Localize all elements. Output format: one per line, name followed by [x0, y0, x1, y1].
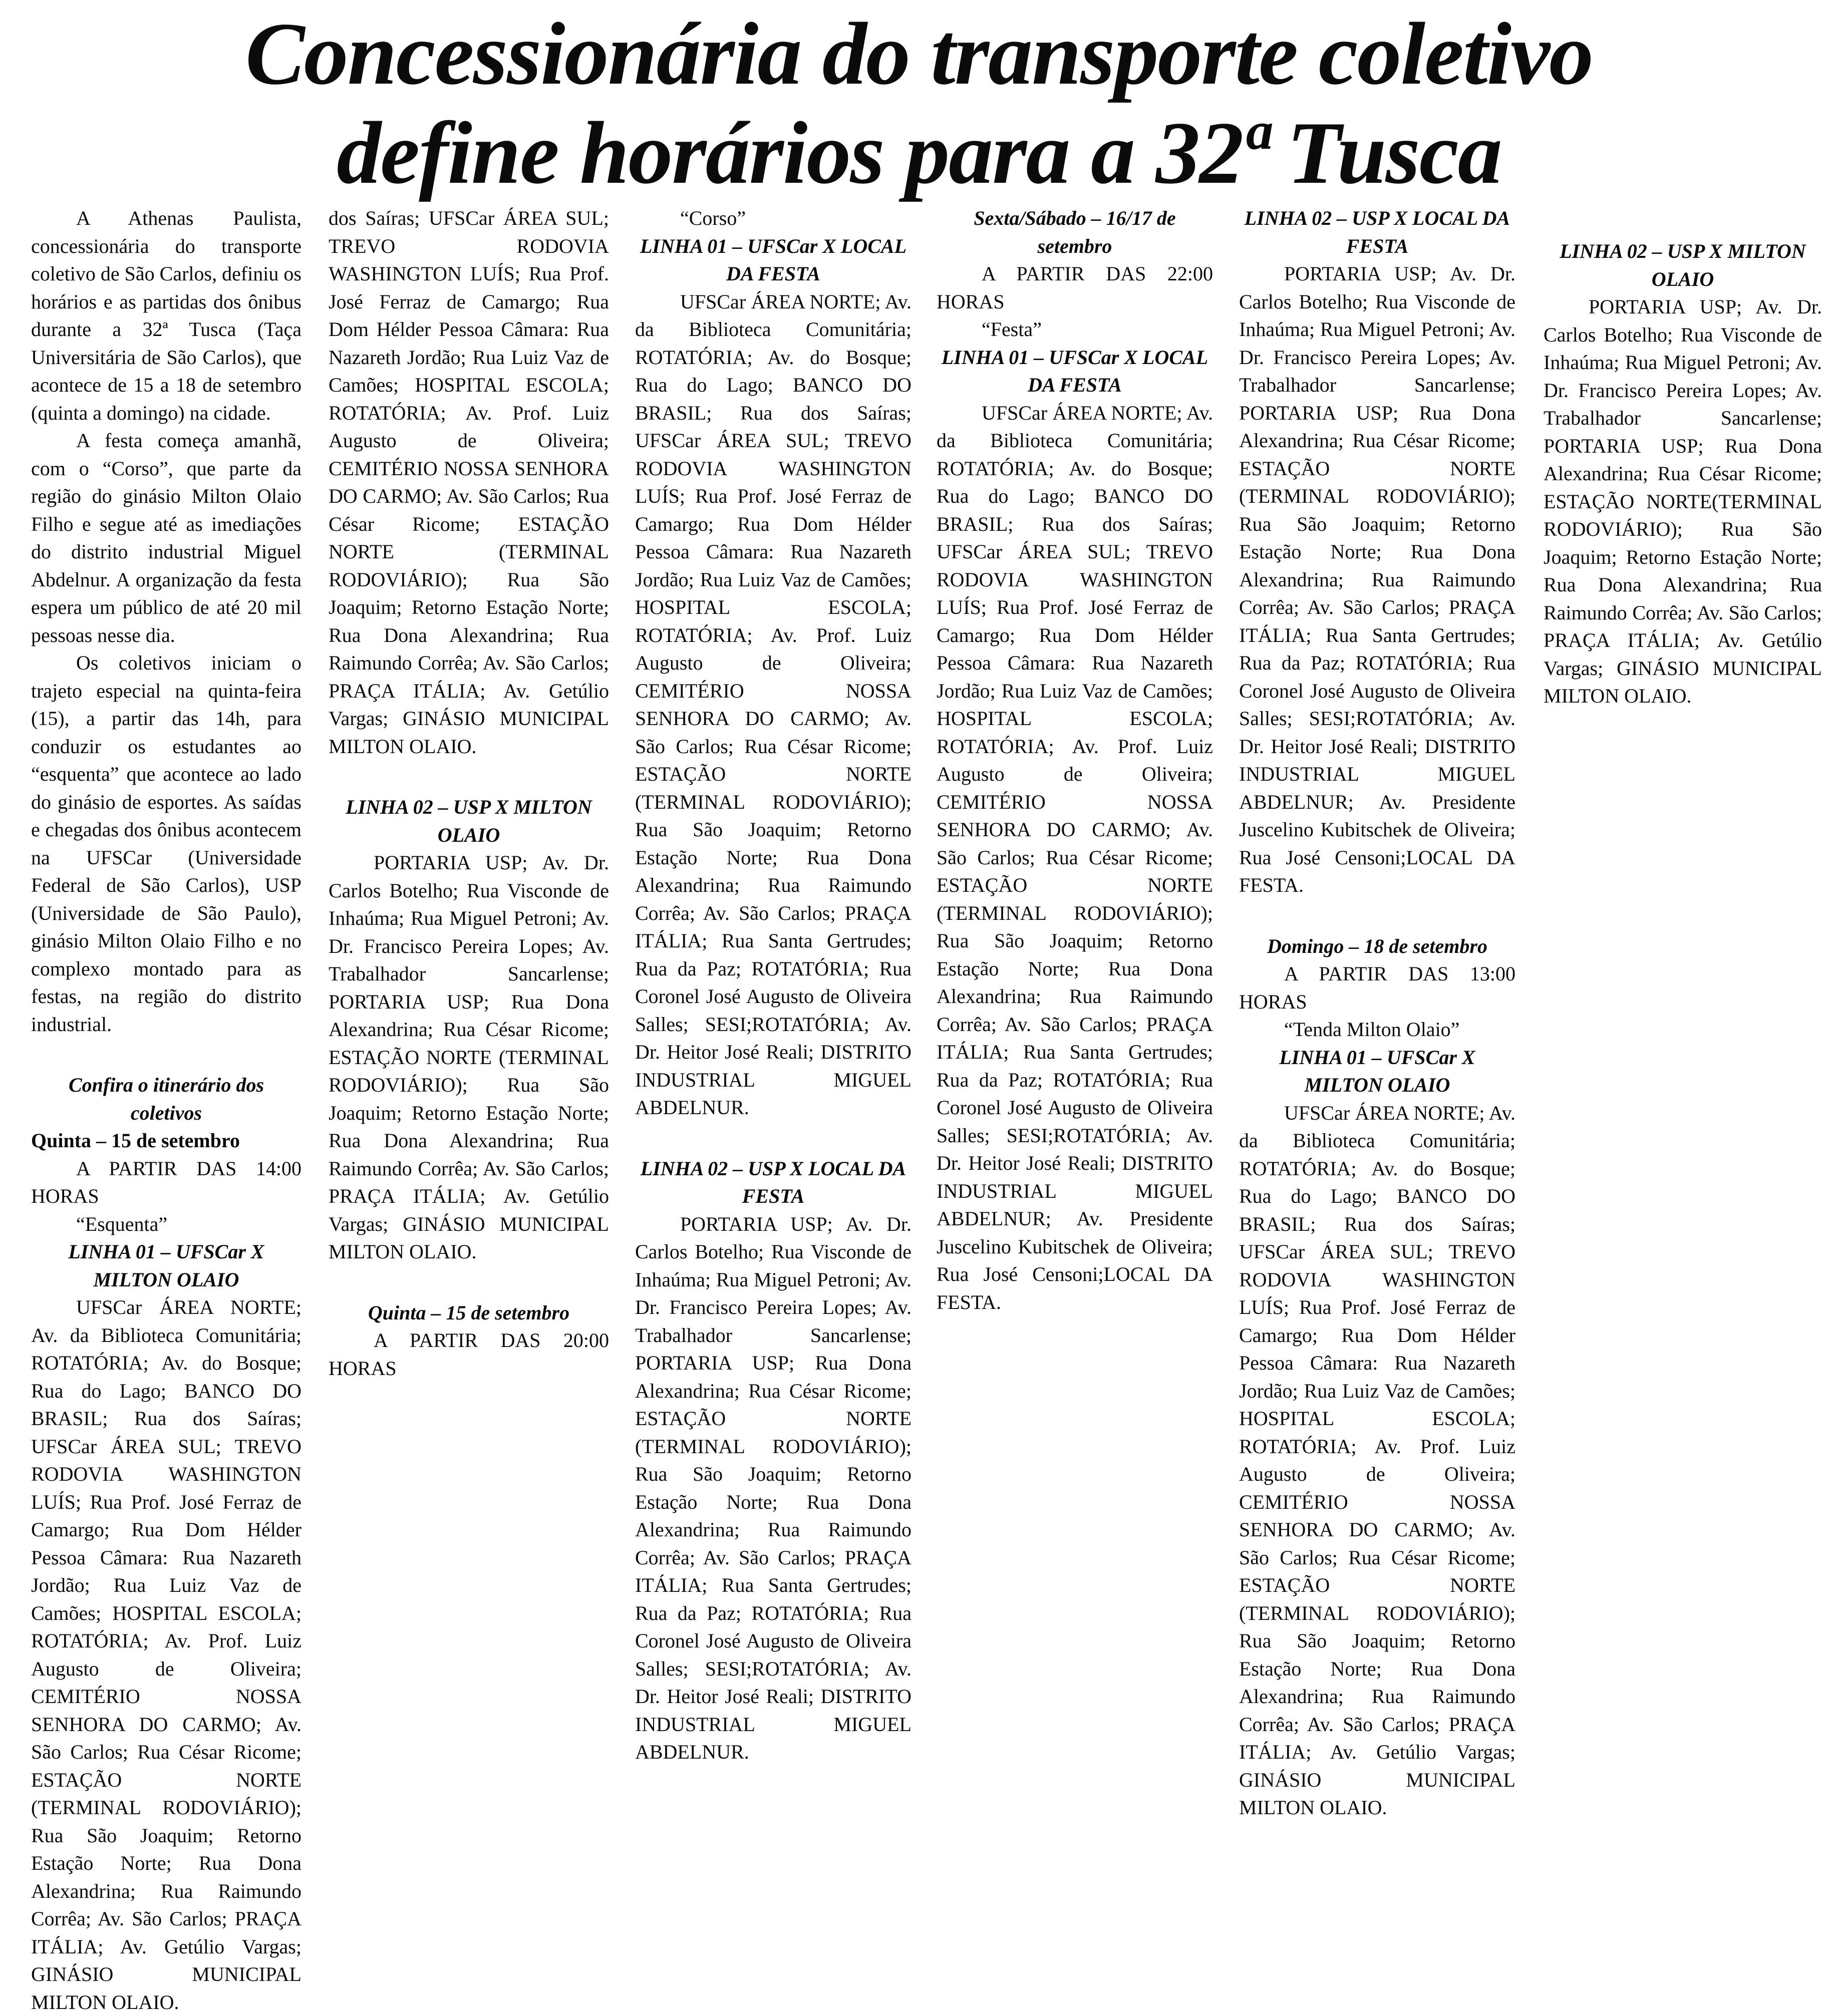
route-text: UFSCar ÁREA NORTE; Av. da Biblioteca Comunitária; ROTATÓRIA; Av. do Bosque; Rua do Lago; BANCO DO BRASIL; Rua dos Saíras; UFSCar ÁREA SUL; TREVO RODOVIA WASHINGTON LUÍS; Rua Prof. José Ferraz de Camargo; Rua Dom Hélder Pessoa Câmara: Rua Nazareth Jordão; Rua Luiz Vaz de Camões; HOSPITAL ESCOLA; ROTATÓRIA; Av. Prof. Luiz Augusto de Oliveira; CEMITÉRIO NOSSA SENHORA DO CARMO; Av. São Carlos; Rua César Ricome; ESTAÇÃO NORTE (TERMINAL RODOVIÁRIO); Rua São Joaquim; Retorno Estação Norte; Rua Dona Alexandrina; Rua Raimundo Corrêa; Av. São Carlos; PRAÇA ITÁLIA; Av. Getúlio Vargas; GINÁSIO MUNICIPAL MILTON OLAIO.: [1239, 1101, 1515, 1819]
spacer: [329, 760, 609, 793]
intro-paragraph-3: Os coletivos iniciam o trajeto especial na quinta-feira (15), a partir das 14h, para conduzir os estudantes ao “esquenta” que acontece ao lado do ginásio de esportes. As saídas e chegadas dos ônibus acontecem na UFSCar (Universidade Federal de São Carlos), USP (Universidade de São Paulo), ginásio Milton Olaio Filho e no complexo montado para as festas, na região do distrito industrial.: [31, 651, 301, 1036]
line-heading: LINHA 02 – USP X MILTON OLAIO: [346, 796, 592, 846]
headline-line-2: define horários para a 32ª Tusca: [337, 103, 1501, 202]
column-6: [1544, 204, 1822, 1494]
itinerary-heading: Confira o itinerário dos coletivos: [68, 1074, 264, 1124]
time-text: A PARTIR DAS 20:00 HORAS: [329, 1329, 609, 1380]
route-text: PORTARIA USP; Av. Dr. Carlos Botelho; Rua Visconde de Inhaúma; Rua Miguel Petroni; Av. Dr. Francisco Pereira Lopes; Av. Trabalhador Sancarlense; PORTARIA USP; Rua Dona Alexandrina; Rua César Ricome; ESTAÇÃO NORTE(TERMINAL RODOVIÁRIO); Rua São Joaquim; Retorno Estação Norte; Rua Dona Alexandrina; Rua Raimundo Corrêa; Av. São Carlos; PRAÇA ITÁLIA; Av. Getúlio Vargas; GINÁSIO MUNICIPAL MILTON OLAIO.: [1544, 295, 1822, 707]
day-heading: Domingo – 18 de setembro: [1267, 934, 1487, 957]
line-heading: LINHA 01 – UFSCar X LOCAL DA FESTA: [640, 234, 907, 285]
line-heading: LINHA 01 – UFSCar X MILTON OLAIO: [68, 1240, 264, 1291]
time-text: A PARTIR DAS 22:00 HORAS: [937, 262, 1213, 313]
route-text: PORTARIA USP; Av. Dr. Carlos Botelho; Rua Visconde de Inhaúma; Rua Miguel Petroni; Av. Dr. Francisco Pereira Lopes; Av. Trabalhador Sancarlense; PORTARIA USP; Rua Dona Alexandrina; Rua César Ricome; ESTAÇÃO NORTE (TERMINAL RODOVIÁRIO); Rua São Joaquim; Retorno Estação Norte; Rua Dona Alexandrina; Rua Raimundo Corrêa; Av. São Carlos; PRAÇA ITÁLIA; Rua Santa Gertrudes; Rua da Paz; ROTATÓRIA; Rua Coronel José Augusto de Oliveira Salles; SESI;ROTATÓRIA; Av. Dr. Heitor José Reali; DISTRITO INDUSTRIAL MIGUEL ABDELNUR; Av. Presidente Juscelino Kubitschek de Oliveira; Rua José Censoni;LOCAL DA FESTA.: [1239, 262, 1515, 896]
intro-paragraph-1: A Athenas Paulista, concessionária do transporte coletivo de São Carlos, definiu os horários e as partidas dos ônibus durante a 32ª Tusca (Taça Universitária de São Carlos), que acontece de 15 a 18 de setembro (quinta a domingo) na cidade.: [31, 207, 301, 424]
route-text: PORTARIA USP; Av. Dr. Carlos Botelho; Rua Visconde de Inhaúma; Rua Miguel Petroni; Av. Dr. Francisco Pereira Lopes; Av. Trabalhador Sancarlense; PORTARIA USP; Rua Dona Alexandrina; Rua César Ricome; ESTAÇÃO NORTE (TERMINAL RODOVIÁRIO); Rua São Joaquim; Retorno Estação Norte; Rua Dona Alexandrina; Rua Raimundo Corrêa; Av. São Carlos; PRAÇA ITÁLIA; Rua Santa Gertrudes; Rua da Paz; ROTATÓRIA; Rua Coronel José Augusto de Oliveira Salles; SESI;ROTATÓRIA; Av. Dr. Heitor José Reali; DISTRITO INDUSTRIAL MIGUEL ABDELNUR.: [635, 1212, 911, 1763]
headline: [20, 4, 1818, 202]
route-text: UFSCar ÁREA NORTE; Av. da Biblioteca Comunitária; ROTATÓRIA; Av. do Bosque; Rua do Lago; BANCO DO BRASIL; Rua dos Saíras; UFSCar ÁREA SUL; TREVO RODOVIA WASHINGTON LUÍS; Rua Prof. José Ferraz de Camargo; Rua Dom Hélder Pessoa Câmara: Rua Nazareth Jordão; Rua Luiz Vaz de Camões; HOSPITAL ESCOLA; ROTATÓRIA; Av. Prof. Luiz Augusto de Oliveira; CEMITÉRIO NOSSA SENHORA DO CARMO; Av. São Carlos; Rua César Ricome; ESTAÇÃO NORTE (TERMINAL RODOVIÁRIO); Rua São Joaquim; Retorno Estação Norte; Rua Dona Alexandrina; Rua Raimundo Corrêa; Av. São Carlos; PRAÇA ITÁLIA; Av. Getúlio Vargas; GINÁSIO MUNICIPAL MILTON OLAIO.: [31, 1296, 301, 2013]
event-name: “Esquenta”: [76, 1212, 168, 1235]
column-4: [937, 204, 1213, 1494]
day-heading: Sexta/Sábado – 16/17 de setembro: [974, 207, 1176, 257]
intro-paragraph-2: A festa começa amanhã, com o “Corso”, que parte da região do ginásio Milton Olaio Filho e segue até as imediações do distrito industrial Miguel Abdelnur. A organização da festa espera um público de até 20 mil pessoas nesse dia.: [31, 429, 301, 646]
spacer: [1544, 204, 1822, 237]
line-heading: LINHA 02 – USP X LOCAL DA FESTA: [1244, 207, 1510, 257]
line-heading: LINHA 02 – USP X LOCAL DA FESTA: [640, 1157, 906, 1207]
event-name: “Festa”: [982, 318, 1042, 341]
time-text: A PARTIR DAS 13:00 HORAS: [1239, 962, 1515, 1013]
day-heading: Quinta – 15 de setembro: [368, 1301, 570, 1324]
column-2-content: [329, 204, 609, 1494]
line-heading: LINHA 02 – USP X MILTON OLAIO: [1560, 240, 1806, 290]
line-heading: LINHA 01 – UFSCar X LOCAL DA FESTA: [941, 346, 1208, 396]
headline-line-1: Concessionária do transporte coletivo: [245, 4, 1593, 103]
route-continuation: [329, 204, 609, 760]
spacer: [635, 1122, 911, 1155]
route-text: PORTARIA USP; Av. Dr. Carlos Botelho; Rua Visconde de Inhaúma; Rua Miguel Petroni; Av. Dr. Francisco Pereira Lopes; Av. Trabalhador Sancarlense; PORTARIA USP; Rua Dona Alexandrina; Rua César Ricome; ESTAÇÃO NORTE (TERMINAL RODOVIÁRIO); Rua São Joaquim; Retorno Estação Norte; Rua Dona Alexandrina; Rua Raimundo Corrêa; Av. São Carlos; PRAÇA ITÁLIA; Av. Getúlio Vargas; GINÁSIO MUNICIPAL MILTON OLAIO.: [329, 851, 609, 1263]
spacer: [1239, 899, 1515, 932]
route-text: UFSCar ÁREA NORTE; Av. da Biblioteca Comunitária; ROTATÓRIA; Av. do Bosque; Rua do Lago; BANCO DO BRASIL; Rua dos Saíras; UFSCar ÁREA SUL; TREVO RODOVIA WASHINGTON LUÍS; Rua Prof. José Ferraz de Camargo; Rua Dom Hélder Pessoa Câmara: Rua Nazareth Jordão; Rua Luiz Vaz de Camões; HOSPITAL ESCOLA; ROTATÓRIA; Av. Prof. Luiz Augusto de Oliveira; CEMITÉRIO NOSSA SENHORA DO CARMO; Av. São Carlos; Rua César Ricome; ESTAÇÃO NORTE (TERMINAL RODOVIÁRIO); Rua São Joaquim; Retorno Estação Norte; Rua Dona Alexandrina; Rua Raimundo Corrêa; Av. São Carlos; PRAÇA ITÁLIA; Rua Santa Gertrudes; Rua da Paz; ROTATÓRIA; Rua Coronel José Augusto de Oliveira Salles; SESI;ROTATÓRIA; Av. Dr. Heitor José Reali; DISTRITO INDUSTRIAL MIGUEL ABDELNUR.: [635, 290, 911, 1119]
line-heading: LINHA 01 – UFSCar X MILTON OLAIO: [1279, 1046, 1475, 1096]
spacer: [329, 1266, 609, 1299]
route-text-tail: dos Saíras; UFSCar ÁREA SUL; TREVO RODOVIA WASHINGTON LUÍS; Rua Prof. José Ferraz de Camargo; Rua Dom Hélder Pessoa Câmara: Rua Nazareth Jordão; Rua Luiz Vaz de Camões; HOSPITAL ESCOLA; ROTATÓRIA; Av. Prof. Luiz Augusto de Oliveira; CEMITÉRIO NOSSA SENHORA DO CARMO; Av. São Carlos; Rua César Ricome; ESTAÇÃO NORTE (TERMINAL RODOVIÁRIO); Rua São Joaquim; Retorno Estação Norte; Rua Dona Alexandrina; Rua Raimundo Corrêa; Av. São Carlos; PRAÇA ITÁLIA; Av. Getúlio Vargas; GINÁSIO MUNICIPAL MILTON OLAIO.: [329, 207, 609, 758]
column-5: [1239, 204, 1515, 1819]
time-text: A PARTIR DAS 14:00 HORAS: [31, 1157, 301, 1207]
column-1: [31, 204, 301, 2013]
day-heading: Quinta – 15 de setembro: [31, 1129, 240, 1152]
column-3: [635, 204, 911, 1763]
route-text: UFSCar ÁREA NORTE; Av. da Biblioteca Comunitária; ROTATÓRIA; Av. do Bosque; Rua do Lago; BANCO DO BRASIL; Rua dos Saíras; UFSCar ÁREA SUL; TREVO RODOVIA WASHINGTON LUÍS; Rua Prof. José Ferraz de Camargo; Rua Dom Hélder Pessoa Câmara: Rua Nazareth Jordão; Rua Luiz Vaz de Camões; HOSPITAL ESCOLA; ROTATÓRIA; Av. Prof. Luiz Augusto de Oliveira; CEMITÉRIO NOSSA SENHORA DO CARMO; Av. São Carlos; Rua César Ricome; ESTAÇÃO NORTE (TERMINAL RODOVIÁRIO); Rua São Joaquim; Retorno Estação Norte; Rua Dona Alexandrina; Rua Raimundo Corrêa; Av. São Carlos; PRAÇA ITÁLIA; Rua Santa Gertrudes; Rua da Paz; ROTATÓRIA; Rua Coronel José Augusto de Oliveira Salles; SESI;ROTATÓRIA; Av. Dr. Heitor José Reali; DISTRITO INDUSTRIAL MIGUEL ABDELNUR; Av. Presidente Juscelino Kubitschek de Oliveira; Rua José Censoni;LOCAL DA FESTA.: [937, 401, 1213, 1313]
event-name: “Tenda Milton Olaio”: [1284, 1018, 1460, 1041]
spacer: [31, 1038, 301, 1071]
event-name: “Corso”: [680, 207, 746, 229]
